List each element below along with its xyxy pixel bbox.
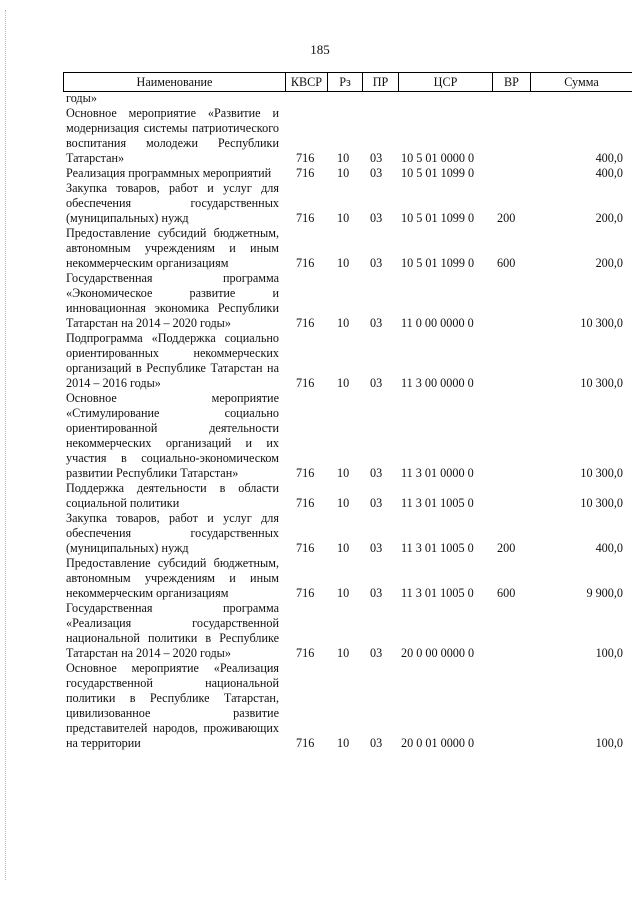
table-row bbox=[0, 181, 640, 226]
table-row bbox=[0, 331, 640, 391]
row-kvsr: 716 bbox=[296, 316, 315, 330]
row-kvsr: 716 bbox=[296, 211, 315, 225]
row-pr: 03 bbox=[370, 586, 383, 600]
row-rz: 10 bbox=[337, 166, 350, 180]
row-pr: 03 bbox=[370, 316, 383, 330]
row-kvsr: 716 bbox=[296, 736, 315, 750]
row-sum: 10 300,0 bbox=[580, 376, 623, 390]
row-csr: 10 5 01 0000 0 bbox=[401, 151, 475, 165]
row-csr: 10 5 01 1099 0 bbox=[401, 256, 475, 270]
row-rz: 10 bbox=[337, 316, 350, 330]
table-row bbox=[0, 661, 640, 751]
table-row bbox=[0, 166, 640, 181]
row-kvsr: 716 bbox=[296, 646, 315, 660]
row-vr: 200 bbox=[497, 211, 516, 225]
row-sum: 10 300,0 bbox=[580, 496, 623, 510]
row-kvsr: 716 bbox=[296, 466, 315, 480]
row-pr: 03 bbox=[370, 496, 383, 510]
row-name: Государственная программа «Экономическое развитие и инновационная экономика Республики Татарстан на 2014 – 2020 годы» bbox=[66, 271, 279, 330]
table-header bbox=[63, 72, 632, 92]
header-pr: ПР bbox=[363, 73, 399, 91]
row-sum: 400,0 bbox=[595, 166, 623, 180]
row-kvsr: 716 bbox=[296, 151, 315, 165]
row-name: Предоставление субсидий бюджетным, автономным учреждениям и иным некоммерческим организациям bbox=[66, 226, 279, 270]
row-vr: 200 bbox=[497, 541, 516, 555]
row-sum: 200,0 bbox=[595, 211, 623, 225]
row-kvsr: 716 bbox=[296, 256, 315, 270]
row-name: Закупка товаров, работ и услуг для обеспечения государственных (муниципальных) нужд bbox=[66, 181, 279, 225]
row-pr: 03 bbox=[370, 646, 383, 660]
row-kvsr: 716 bbox=[296, 166, 315, 180]
header-kvsr: КВСР bbox=[286, 73, 328, 91]
row-name: Основное мероприятие «Реализация государственной национальной политики в Республике Татарстан, цивилизованное развитие представителей народов, проживающих на территории bbox=[66, 661, 279, 750]
row-sum: 400,0 bbox=[595, 151, 623, 165]
row-name: Поддержка деятельности в области социальной политики bbox=[66, 481, 279, 510]
row-rz: 10 bbox=[337, 466, 350, 480]
table-body bbox=[0, 91, 640, 751]
row-csr: 11 3 01 1005 0 bbox=[401, 586, 474, 600]
row-pr: 03 bbox=[370, 736, 383, 750]
row-rz: 10 bbox=[337, 541, 350, 555]
row-csr: 10 5 01 1099 0 bbox=[401, 166, 475, 180]
row-sum: 100,0 bbox=[595, 736, 623, 750]
header-name: Наименование bbox=[64, 73, 286, 91]
row-csr: 11 3 01 0000 0 bbox=[401, 466, 474, 480]
row-csr: 11 0 00 0000 0 bbox=[401, 316, 474, 330]
row-name: Подпрограмма «Поддержка социально ориентированных некоммерческих организаций в Республике Татарстан на 2014 – 2016 годы» bbox=[66, 331, 279, 390]
row-csr: 11 3 01 1005 0 bbox=[401, 541, 474, 555]
row-vr: 600 bbox=[497, 586, 516, 600]
row-rz: 10 bbox=[337, 256, 350, 270]
table-row bbox=[0, 391, 640, 481]
row-sum: 400,0 bbox=[595, 541, 623, 555]
row-name: Предоставление субсидий бюджетным, автономным учреждениям и иным некоммерческим организациям bbox=[66, 556, 279, 600]
table-row bbox=[0, 556, 640, 601]
header-vr: ВР bbox=[493, 73, 531, 91]
row-rz: 10 bbox=[337, 151, 350, 165]
table-row bbox=[0, 271, 640, 331]
row-pr: 03 bbox=[370, 166, 383, 180]
row-name: Основное мероприятие «Стимулирование социально ориентированной деятельности некоммерческих организаций и их участия в социально-экономическом развитии Республики Татарстан» bbox=[66, 391, 279, 480]
row-csr: 20 0 00 0000 0 bbox=[401, 646, 475, 660]
row-sum: 10 300,0 bbox=[580, 466, 623, 480]
header-csr: ЦСР bbox=[399, 73, 493, 91]
table-row bbox=[0, 481, 640, 511]
row-kvsr: 716 bbox=[296, 376, 315, 390]
row-name: Основное мероприятие «Развитие и модернизация системы патриотического воспитания молодежи Республики Татарстан» bbox=[66, 106, 279, 165]
row-kvsr: 716 bbox=[296, 496, 315, 510]
row-kvsr: 716 bbox=[296, 586, 315, 600]
row-name: Закупка товаров, работ и услуг для обеспечения государственных (муниципальных) нужд bbox=[66, 511, 279, 555]
row-kvsr: 716 bbox=[296, 541, 315, 555]
row-sum: 100,0 bbox=[595, 646, 623, 660]
row-name: годы» bbox=[66, 91, 97, 105]
row-rz: 10 bbox=[337, 376, 350, 390]
row-pr: 03 bbox=[370, 151, 383, 165]
row-sum: 9 900,0 bbox=[586, 586, 623, 600]
row-sum: 10 300,0 bbox=[580, 316, 623, 330]
table-row bbox=[0, 226, 640, 271]
table-row bbox=[0, 91, 640, 106]
row-pr: 03 bbox=[370, 376, 383, 390]
row-rz: 10 bbox=[337, 736, 350, 750]
row-name: Государственная программа «Реализация государственной национальной политики в Республике Татарстан на 2014 – 2020 годы» bbox=[66, 601, 279, 660]
row-vr: 600 bbox=[497, 256, 516, 270]
row-rz: 10 bbox=[337, 646, 350, 660]
page-number: 185 bbox=[310, 42, 330, 57]
row-csr: 11 3 01 1005 0 bbox=[401, 496, 474, 510]
row-pr: 03 bbox=[370, 211, 383, 225]
table-row bbox=[0, 601, 640, 661]
row-csr: 10 5 01 1099 0 bbox=[401, 211, 475, 225]
row-rz: 10 bbox=[337, 211, 350, 225]
row-csr: 20 0 01 0000 0 bbox=[401, 736, 475, 750]
row-sum: 200,0 bbox=[595, 256, 623, 270]
table-row bbox=[0, 511, 640, 556]
row-pr: 03 bbox=[370, 466, 383, 480]
row-rz: 10 bbox=[337, 586, 350, 600]
row-rz: 10 bbox=[337, 496, 350, 510]
row-name: Реализация программных мероприятий bbox=[66, 166, 272, 180]
header-rz: Рз bbox=[328, 73, 363, 91]
table-row bbox=[0, 106, 640, 166]
row-pr: 03 bbox=[370, 541, 383, 555]
header-sum: Сумма bbox=[564, 75, 599, 89]
row-pr: 03 bbox=[370, 256, 383, 270]
row-csr: 11 3 00 0000 0 bbox=[401, 376, 474, 390]
